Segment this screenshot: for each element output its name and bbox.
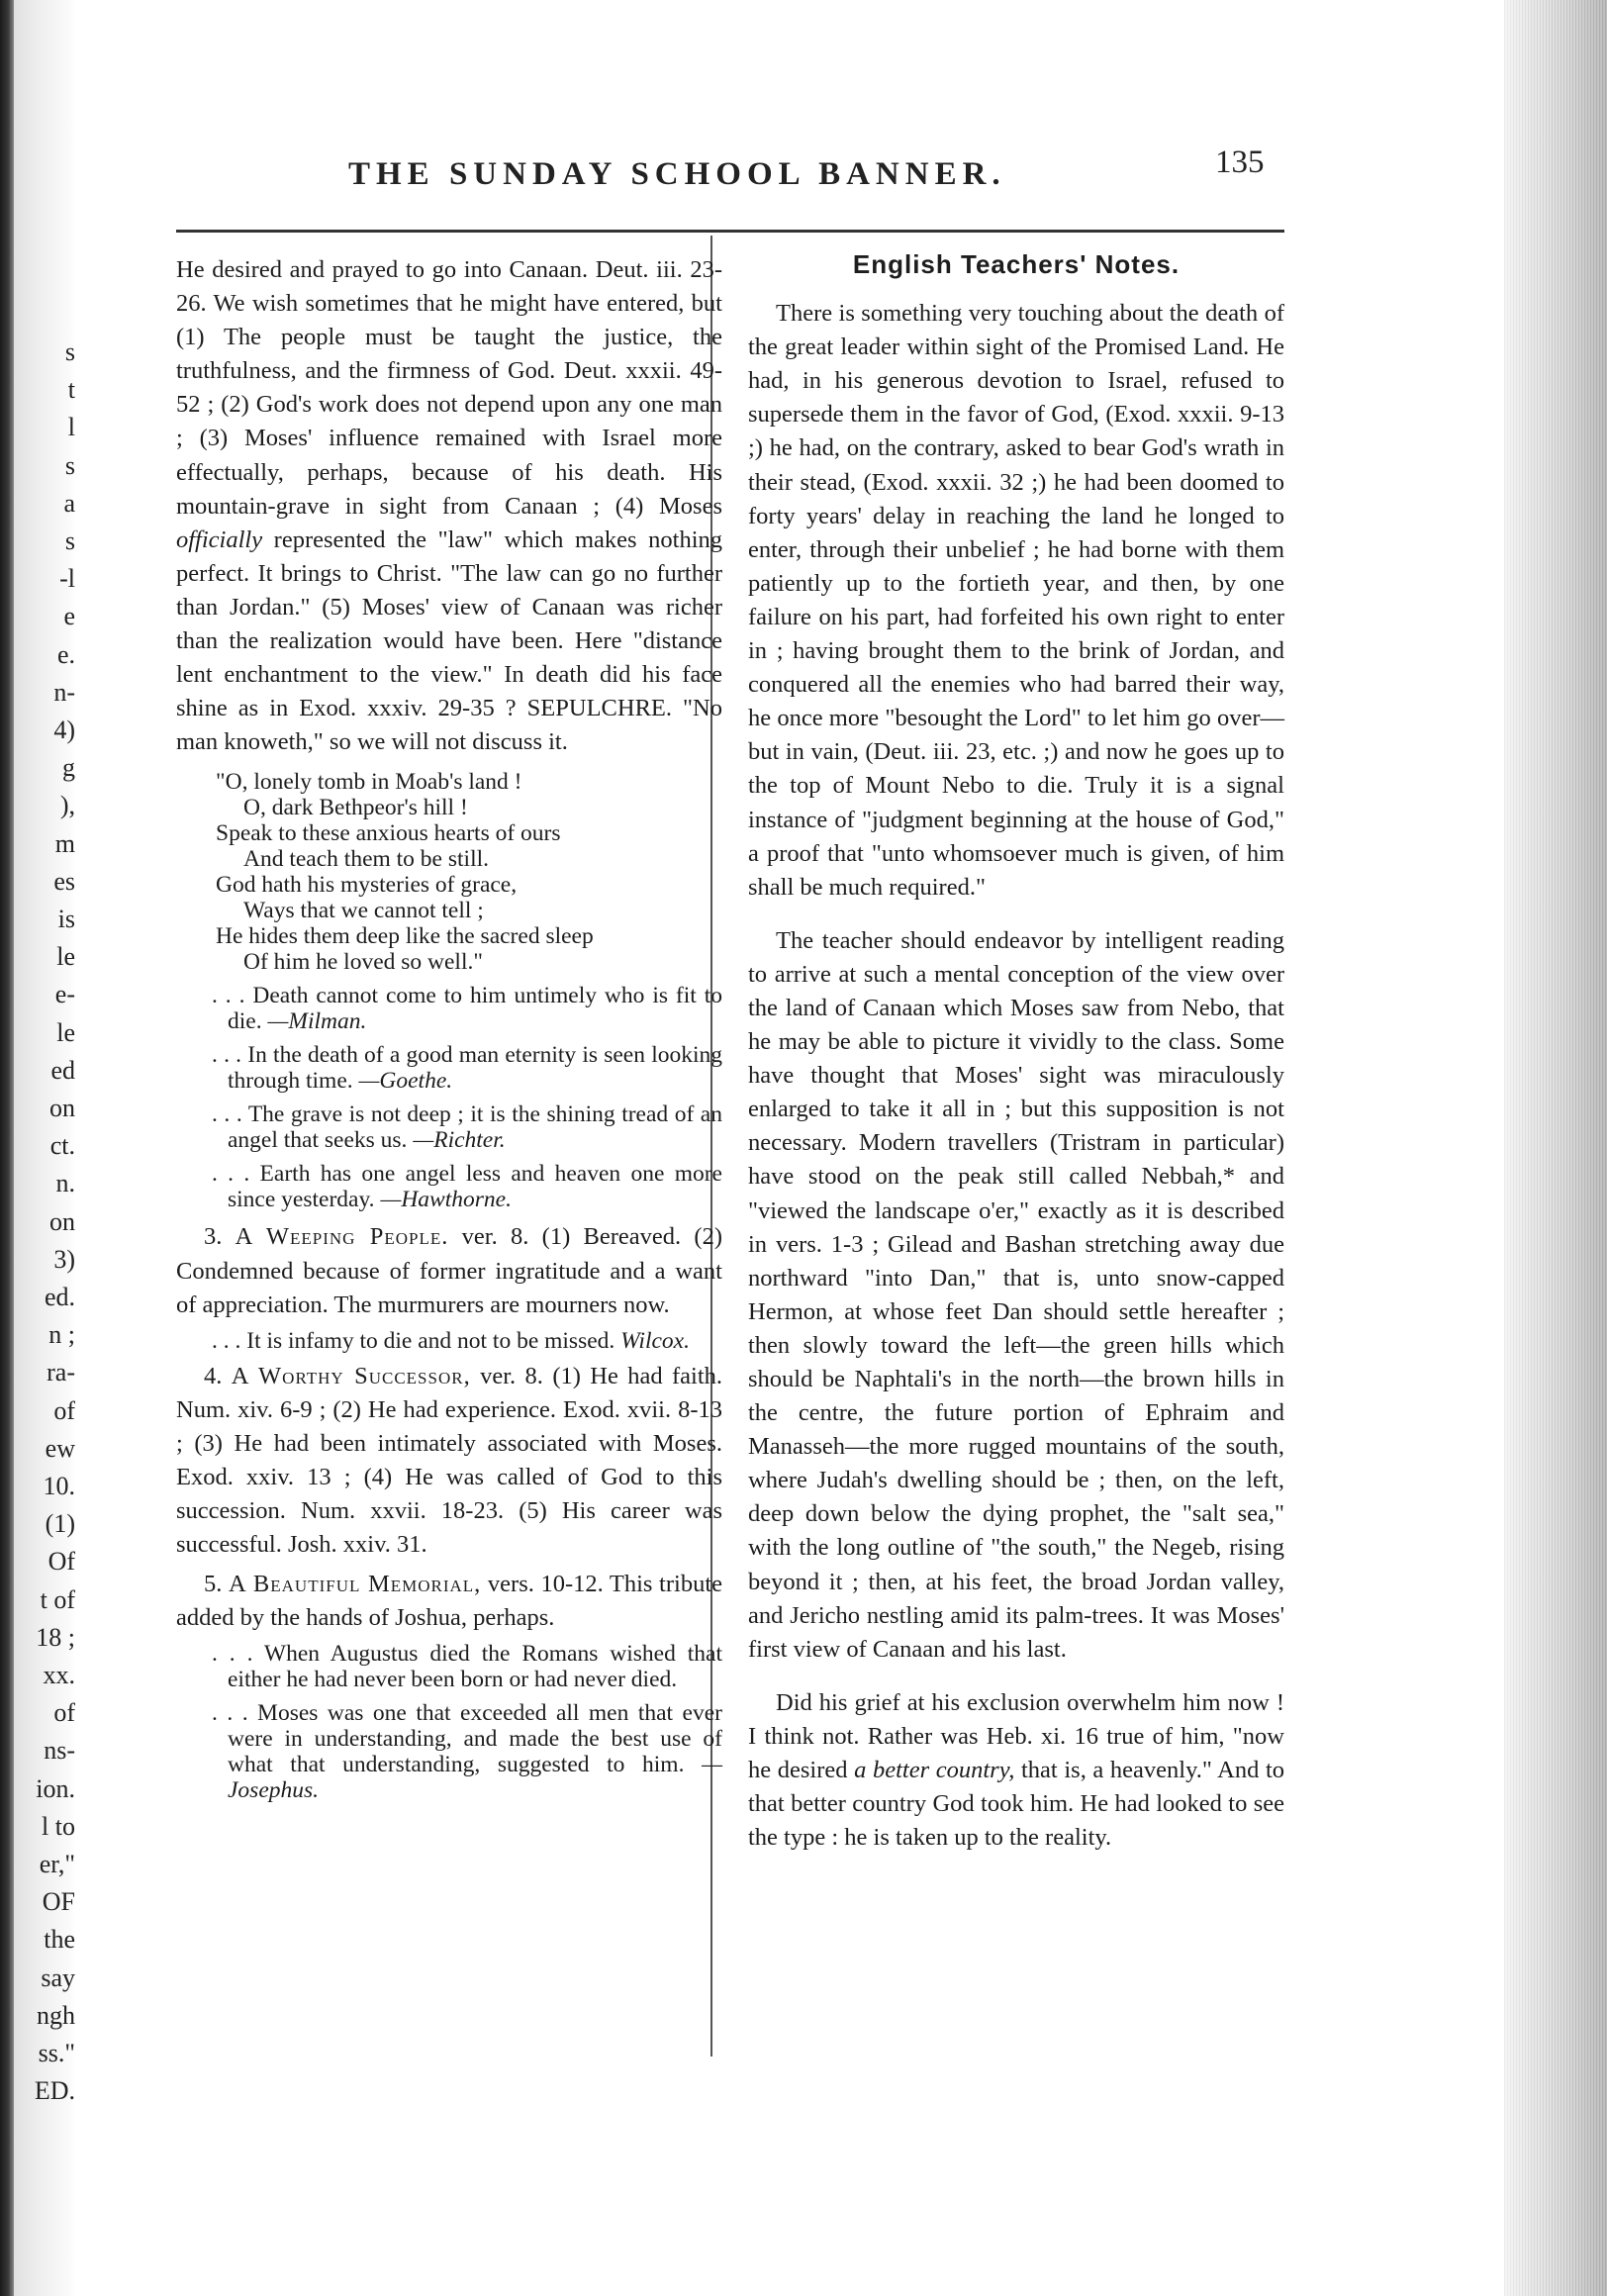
facing-fragment: 10.: [43, 1472, 75, 1500]
facing-fragment: say: [41, 1962, 75, 1992]
facing-fragment: ed.: [44, 1283, 75, 1311]
facing-fragment: s: [64, 450, 75, 480]
page-number: 135: [1215, 144, 1265, 180]
facing-fragment: ion.: [36, 1773, 75, 1803]
facing-fragment: ss.": [38, 2039, 75, 2067]
facing-fragment: t of: [40, 1584, 75, 1614]
facing-fragment: ed: [50, 1055, 75, 1085]
facing-fragment: ct.: [49, 1131, 75, 1161]
facing-page-edge: [0, 0, 75, 2296]
facing-fragment: s: [64, 526, 75, 555]
quote-author: —Richter.: [413, 1127, 506, 1154]
quotation: . . . It is infamy to die and not to be missed. Wilcox.: [212, 1327, 690, 1354]
poem-line: Ways that we cannot tell ;: [243, 898, 484, 924]
facing-fragment: OF: [42, 1887, 75, 1917]
facing-fragment: the: [44, 1925, 75, 1955]
facing-fragment: l to: [42, 1811, 75, 1841]
facing-fragment: e-: [54, 980, 75, 1009]
quote-author: —Goethe.: [358, 1068, 453, 1095]
facing-fragment: t: [67, 375, 75, 405]
section-3: 3. A Weeping People. ver. 8. (1) Bereaved. (2) Condemned because of former ingratitude and a want of appreciation. The murmurers are mourners now.: [176, 1223, 723, 1318]
italic-term: officially: [176, 526, 263, 553]
quotation: . . . Moses was one that exceeded all men that ever were in understanding, and made the best use of what that understanding, suggested to him. —Josephus.: [212, 1700, 723, 1804]
running-title: THE SUNDAY SCHOOL BANNER.: [348, 156, 1006, 192]
facing-fragment: e: [63, 602, 75, 631]
poem-line: Speak to these anxious hearts of ours: [216, 820, 561, 847]
facing-fragment: on: [49, 1094, 75, 1122]
poem: [216, 769, 722, 975]
facing-fragment: ew: [45, 1433, 75, 1463]
facing-fragment: e.: [56, 639, 75, 669]
facing-fragment: ns-: [44, 1736, 75, 1766]
facing-fragment: n-: [53, 677, 75, 707]
left-column: [176, 253, 722, 1809]
facing-fragment: l: [67, 413, 75, 442]
left-paragraph-1: He desired and prayed to go into Canaan. Deut. iii. 23-26. We wish sometimes that he might have entered, but (1) The people must be taught the justice, the truthfulness, and the firmness of God. Deut. xxxii. 49-52 ; (2) God's work does not depend upon any one man ; (3) Moses' influence remained with Israel more effectually, perhaps, because of his death. His mountain-grave in sight from Canaan ; (4) Moses officially represented the "law" which makes nothing perfect. It brings to Christ. "The law can go no further than Jordan." (5) Moses' view of Canaan was richer than the realization would have been. Here "distance lent enchantment to the view." In death did his face shine as in Exod. xxxiv. 29-35 ? SEPULCHRE. "No man knoweth," so we will not discuss it.: [176, 256, 722, 756]
facing-fragment: ),: [59, 791, 75, 820]
facing-fragment: n.: [55, 1169, 75, 1198]
section-4: 4. A Worthy Successor, ver. 8. (1) He had faith. Num. xiv. 6-9 ; (2) He had experience. Exod. xvii. 8-13 ; (3) He had been intimately associated with Moses. Exod. xxiv. 13 ; (4) He was called of God to this succession. Num. xxvii. 18-23. (5) His career was successful. Josh. xxiv. 31.: [176, 1362, 723, 1559]
right-column: [748, 247, 1284, 1874]
quotation: . . . In the death of a good man eternity is seen looking through time. —Goethe.: [212, 1042, 722, 1095]
facing-fragment: (1): [45, 1509, 75, 1539]
section-5: 5. A Beautiful Memorial, vers. 10-12. This tribute added by the hands of Joshua, perhaps.: [176, 1571, 723, 1632]
quote-author: —Josephus.: [228, 1752, 723, 1804]
facing-fragment: 4): [53, 716, 75, 744]
poem-line: "O, lonely tomb in Moab's land !: [216, 769, 522, 796]
facing-fragment: is: [57, 905, 75, 933]
section-heading: A Beautiful Memorial,: [228, 1571, 482, 1598]
poem-line: God hath his mysteries of grace,: [216, 872, 518, 899]
right-paragraph-2: The teacher should endeavor by intelligent reading to arrive at such a mental conception of the view over the land of Canaan which Moses saw from Nebo, that he may be able to picture it vividly to the class. Some have thought that Moses' sight was miraculously enlarged to take it all in ; but this supposition is not necessary. Modern travellers (Tristram in particular) have stood on the peak still called Nebbah,* and "viewed the landscape o'er," exactly as it is described in vers. 1-3 ; Gilead and Bashan stretching away due northward "into Dan," that is, unto snow-capped Hermon, at whose feet Dan should settle hereafter ; then slowly toward the left—the green hills which should be Naphtali's in the north—the brown hills in the centre, the future portion of Ephraim and Manasseh—the more rugged mountains of the south, where Judah's dwelling should be ; then, on the left, deep down below the dying prophet, the "salt sea," with the long outline of "the south," the Negeb, rising beyond it ; then, at his feet, the broad Jordan valley, and Jericho nestling amid its palm-trees. It was Moses' first view of Canaan and his last.: [748, 926, 1284, 1663]
poem-line: O, dark Bethpeor's hill !: [243, 795, 468, 821]
header-rule: [176, 230, 1284, 233]
facing-fragment: n ;: [48, 1320, 75, 1350]
facing-fragment: -l: [59, 564, 75, 594]
facing-fragment: es: [53, 866, 75, 896]
page-edges: [1504, 0, 1607, 2296]
quote-author: —Milman.: [267, 1008, 367, 1035]
right-paragraph-3: Did his grief at his exclusion overwhelm him now ! I think not. Rather was Heb. xi. 16 true of him, "now he desired a better country, that is, a heavenly." And to that better country God took him. He had looked to see the type : he is taken up to the reality.: [748, 1688, 1285, 1852]
quotation: . . . Death cannot come to him untimely who is fit to die. —Milman.: [212, 983, 722, 1035]
facing-fragment: xx.: [43, 1661, 75, 1689]
notes-heading: English Teachers' Notes.: [852, 249, 1181, 279]
quotation: . . . Earth has one angel less and heaven one more since yesterday. —Hawthorne.: [212, 1161, 722, 1213]
facing-fragment: of: [53, 1698, 75, 1728]
facing-fragment: le: [56, 942, 75, 972]
quotation: . . . When Augustus died the Romans wished that either he had never been born or had never died.: [212, 1641, 722, 1693]
facing-fragment: ngh: [37, 2000, 75, 2030]
poem-line: Of him he loved so well.": [243, 949, 483, 976]
facing-fragment: 18 ;: [36, 1622, 75, 1652]
facing-fragment: ED.: [34, 2076, 75, 2106]
facing-fragment: g: [62, 753, 75, 783]
facing-fragment: le: [56, 1017, 75, 1047]
facing-fragment: m: [54, 828, 75, 858]
facing-fragment: 3): [53, 1244, 75, 1274]
italic-phrase: a better country,: [854, 1757, 1015, 1784]
facing-fragment: s: [64, 337, 75, 366]
facing-fragment: a: [63, 488, 75, 518]
right-paragraph-1: There is something very touching about the death of the great leader within sight of the Promised Land. He had, in his generous devotion to Israel, refused to supersede them in the favor of God, (Exod. xxxii. 9-13 ;) he had, on the contrary, asked to bear God's wrath in their stead, (Exod. xxxii. 32 ;) he had been doomed to forty years' delay in reaching the land he longed to enter, through their unbelief ; he had borne with them patiently up to the fortieth year, and then, by one failure on his part, had forfeited his own right to enter in ; having brought them to the brink of Jordan, and conquered all the enemies who had barred their way, he once more "besought the Lord" to let him go over—but in vain, (Deut. iii. 23, etc. ;) and now he goes up to the top of Mount Nebo to die. Truly it is a signal instance of "judgment beginning at the house of God," a proof that "unto whomsoever much is given, of him shall be much required.": [748, 300, 1284, 901]
quote-author: —Hawthorne.: [380, 1187, 512, 1213]
section-heading: A Worthy Successor,: [231, 1362, 471, 1389]
facing-fragment: on: [49, 1206, 75, 1236]
facing-fragment: of: [53, 1395, 75, 1425]
facing-fragment: ra-: [47, 1358, 75, 1387]
quote-author: Wilcox.: [620, 1327, 690, 1354]
facing-fragment: Of: [47, 1547, 75, 1577]
quotation: . . . The grave is not deep ; it is the shining tread of an angel that seeks us. —Richter.: [212, 1101, 722, 1154]
facing-fragment: er,": [39, 1850, 75, 1878]
poem-line: He hides them deep like the sacred sleep: [216, 923, 594, 950]
poem-line: And teach them to be still.: [243, 846, 490, 873]
section-heading: A Weeping People.: [235, 1223, 449, 1251]
